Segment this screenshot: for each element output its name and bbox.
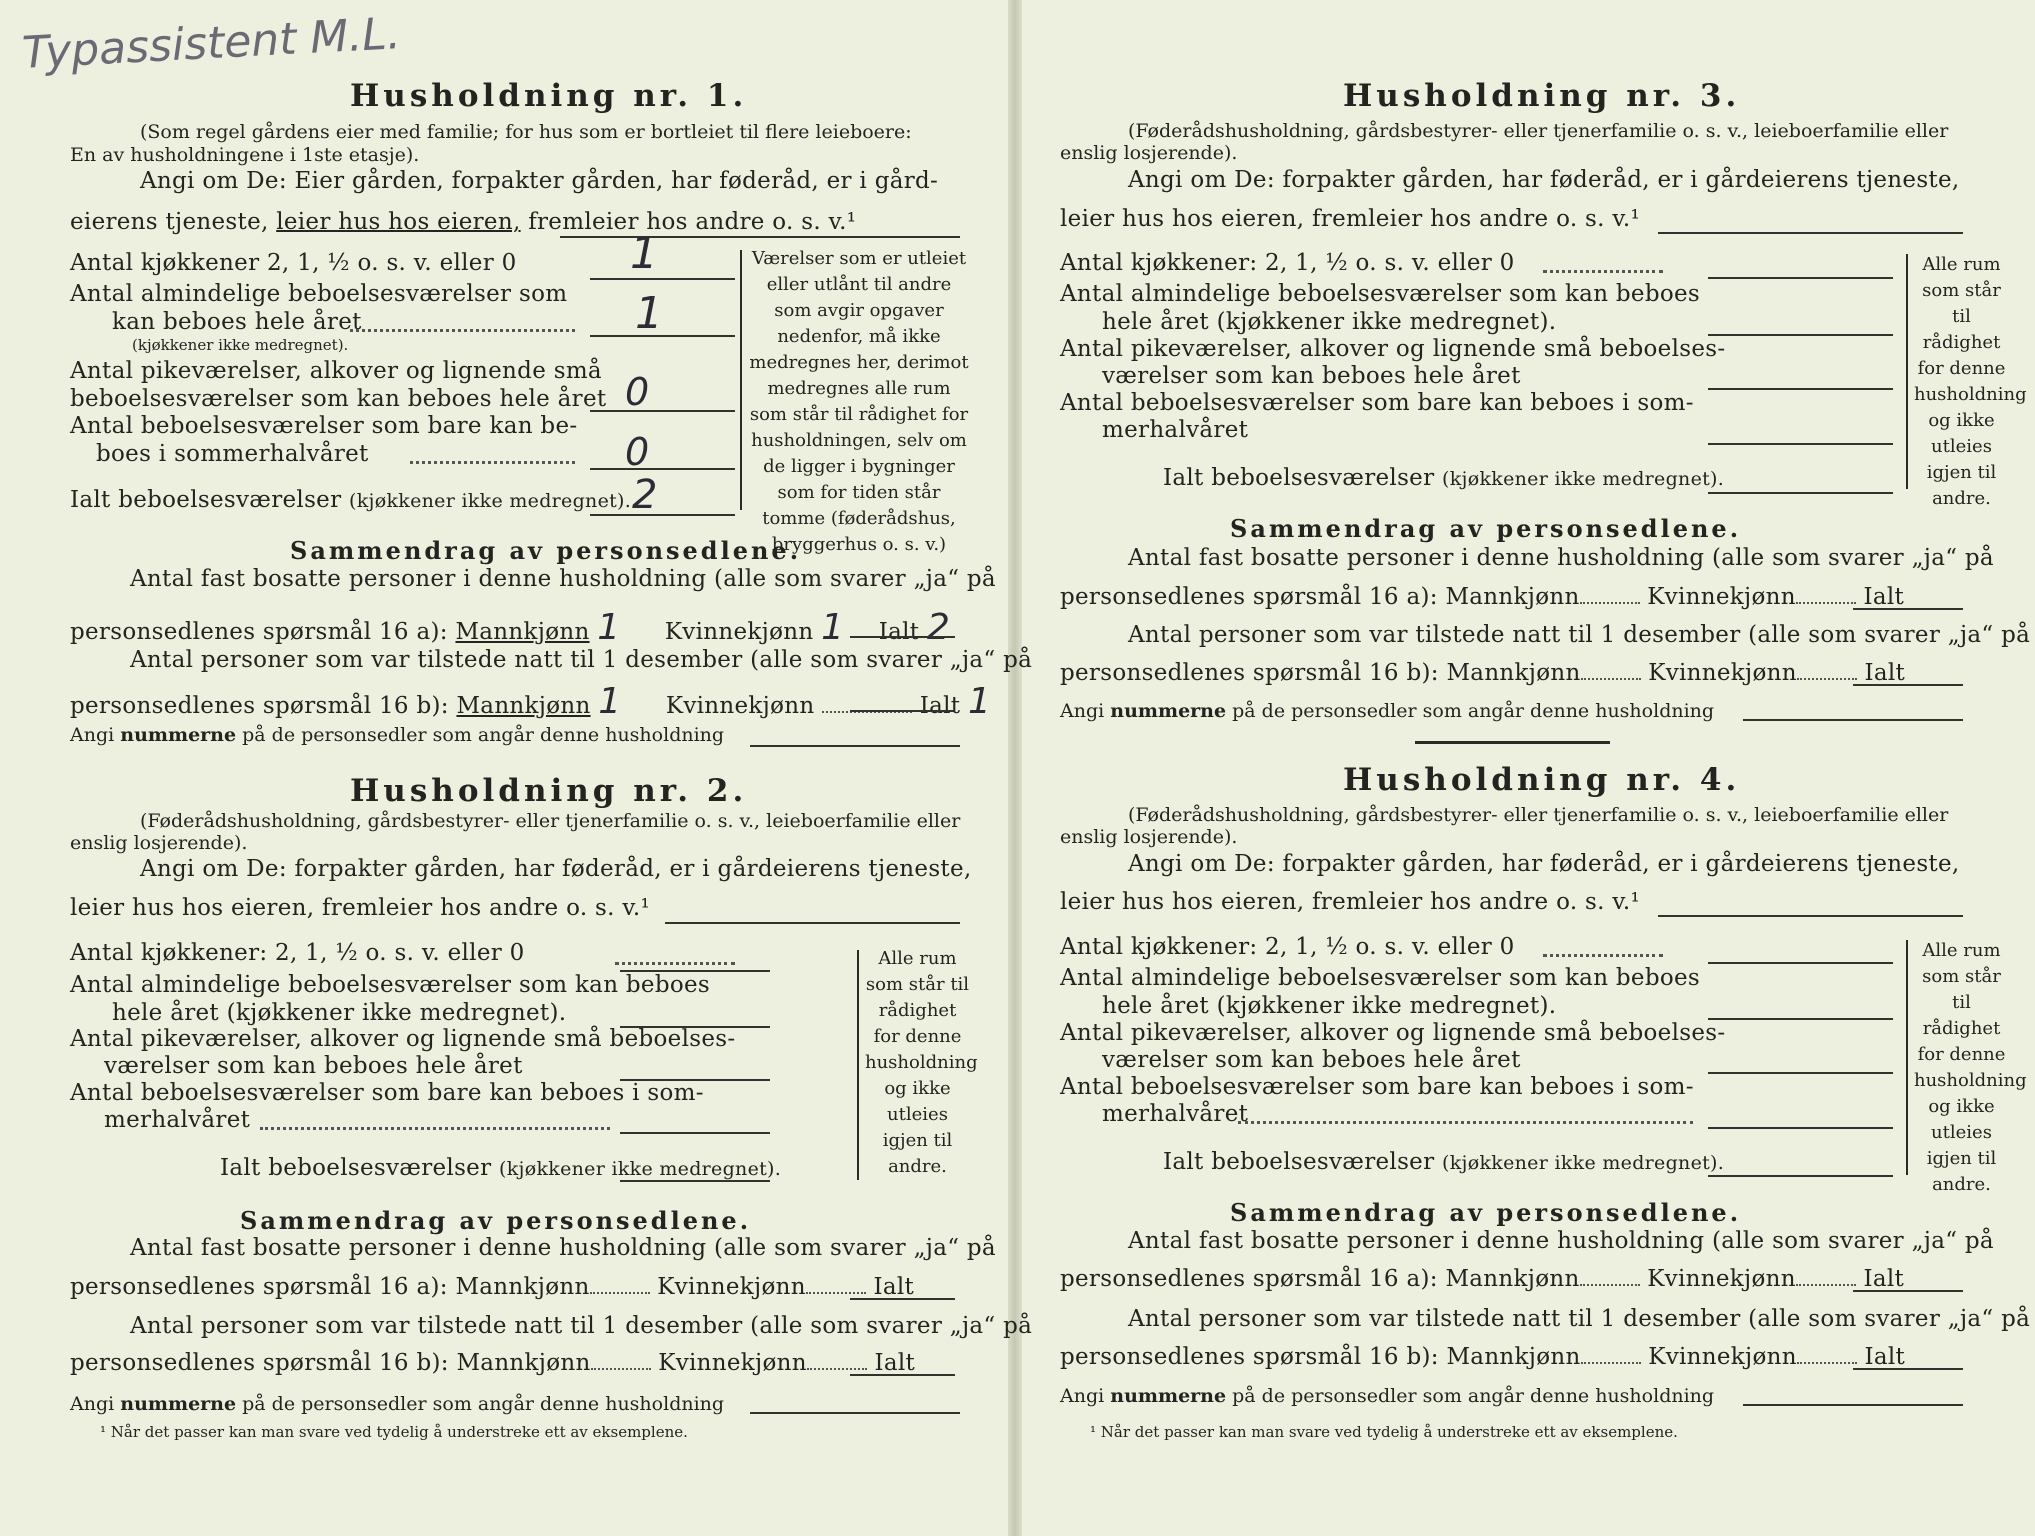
h1-resident-answer [70, 607, 950, 648]
h1-resident-question: Antal fast bosatte personer i denne husholdning (alle som svarer „ja“ på [130, 566, 996, 592]
h1-summary-title: Sammendrag av personsedlene. [290, 536, 802, 565]
household-4-title: Husholdning nr. 4. [1343, 762, 1741, 798]
male-label: Mannkjønn [456, 1350, 591, 1376]
q-16b: personsedlenes spørsmål 16 b): [1060, 660, 1439, 686]
h2-numbers-label [70, 1393, 724, 1415]
h4-total-rooms [1163, 1149, 1724, 1175]
h1-summer-rooms-label: Antal beboelsesværelser som bare kan be- [70, 413, 578, 439]
household-2-angi-question: Angi om De: forpakter gården, har føderåd, er i gårdeierens tjeneste, [140, 856, 972, 882]
angi-underlined-answer: leier hus hos eieren, [276, 209, 521, 235]
h1-kitchens-label: Antal kjøkkener 2, 1, ½ o. s. v. eller 0 [70, 250, 517, 276]
female-blank [806, 1292, 866, 1294]
h3-summer-line [1708, 443, 1893, 445]
resident-female-value: 1 [821, 607, 845, 648]
h1-brace [740, 250, 742, 510]
h3-rooms-label-2: hele året (kjøkkener ikke medregnet). [1102, 309, 1557, 335]
household-3-note: (Føderådshusholdning, gårdsbestyrer- eller tjenerfamilie o. s. v., leieboerfamilie eller [1128, 120, 1949, 142]
h2-summary-title: Sammendrag av personsedlene. [240, 1206, 752, 1235]
h4-kitchens-dots [1543, 954, 1663, 957]
male-blank [1581, 1362, 1641, 1364]
household-1-title: Husholdning nr. 1. [350, 78, 748, 114]
household-3-angi-options: leier hus hos eieren, fremleier hos andre o. s. v.¹ [1060, 206, 1641, 232]
h1-resident-total-line [850, 636, 955, 638]
total-label: Ialt [1863, 584, 1905, 610]
h3-total-line [1708, 492, 1893, 494]
h1-rooms-note: (kjøkkener ikke medregnet). [132, 336, 349, 354]
h3-resident-total-line [1853, 608, 1963, 610]
h3-present-answer [1060, 660, 1905, 686]
h3-kitchens-label: Antal kjøkkener: 2, 1, ½ o. s. v. eller 0 [1060, 250, 1515, 276]
h4-rooms-label: Antal almindelige beboelsesværelser som kan beboes [1060, 965, 1701, 991]
h3-numbers-line [1743, 719, 1963, 721]
numbers-text-c: på de personsedler som angår denne husholdning [1226, 1385, 1715, 1407]
female-label: Kvinnekjønn [1647, 584, 1796, 610]
h2-angi-line [665, 922, 960, 924]
female-blank [1797, 1362, 1857, 1364]
female-blank [1796, 602, 1856, 604]
male-blank [1580, 602, 1640, 604]
male-blank [590, 1292, 650, 1294]
h1-small-rooms-label: Antal pikeværelser, alkover og lignende små [70, 358, 602, 384]
h1-kitchens-line [590, 278, 735, 280]
resident-total-value: 2 [926, 607, 951, 648]
footnote-right: ¹ Når det passer kan man svare ved tydelig å understreke ett av eksemplene. [1090, 1423, 1678, 1441]
h2-resident-question: Antal fast bosatte personer i denne husholdning (alle som svarer „ja“ på [130, 1235, 996, 1261]
h4-total-line [1708, 1175, 1893, 1177]
h3-small-rooms-line [1708, 388, 1893, 390]
h1-present-answer [70, 681, 991, 722]
male-label: Mannkjønn [455, 1274, 590, 1300]
total-label: Ialt [1864, 660, 1906, 686]
h2-kitchens-label: Antal kjøkkener: 2, 1, ½ o. s. v. eller 0 [70, 940, 525, 966]
household-4-note: (Føderådshusholdning, gårdsbestyrer- eller tjenerfamilie o. s. v., leieboerfamilie eller [1128, 804, 1949, 826]
h2-summer-rooms-label: Antal beboelsesværelser som bare kan beboes i som- [70, 1080, 704, 1106]
h1-total-line [590, 514, 735, 516]
h3-kitchens-line [1708, 277, 1893, 279]
total-label: Ialt [878, 619, 920, 645]
h2-present-answer [70, 1350, 915, 1376]
h1-rooms-label-2: kan beboes hele året [112, 309, 362, 335]
h1-small-rooms-value: 0 [625, 370, 650, 414]
total-note: (kjøkkener ikke medregnet). [1442, 1152, 1725, 1174]
total-label: Ialt [1864, 1344, 1906, 1370]
h4-small-rooms-line [1708, 1072, 1893, 1074]
household-2-angi-options: leier hus hos eieren, fremleier hos andre o. s. v.¹ [70, 895, 651, 921]
numbers-bold: nummerne [120, 724, 237, 746]
h2-brace [857, 950, 859, 1180]
female-label: Kvinnekjønn [1648, 660, 1797, 686]
q-16b: personsedlenes spørsmål 16 b): [70, 693, 449, 719]
h4-rooms-line [1708, 1018, 1893, 1020]
female-label: Kvinnekjønn [664, 619, 814, 645]
h1-present-total-line [850, 710, 955, 712]
h2-numbers-line [750, 1412, 960, 1414]
numbers-bold: nummerne [120, 1393, 237, 1415]
numbers-text-c: på de personsedler som angår denne husholdning [236, 724, 725, 746]
household-2-title: Husholdning nr. 2. [350, 773, 748, 809]
h1-rooms-value: 1 [635, 288, 663, 339]
numbers-text-c: på de personsedler som angår denne husholdning [1226, 700, 1715, 722]
h3-brace [1906, 254, 1908, 489]
household-1-note: (Som regel gårdens eier med familie; for hus som er bortleiet til flere leieboere: [140, 121, 912, 143]
total-note: (kjøkkener ikke medregnet). [499, 1158, 782, 1180]
h3-total-rooms [1163, 465, 1724, 491]
h4-numbers-label [1060, 1385, 1714, 1407]
footnote: ¹ Når det passer kan man svare ved tydelig å understreke ett av eksemplene. [100, 1423, 688, 1441]
h2-present-question: Antal personer som var tilstede natt til 1 desember (alle som svarer „ja“ på [130, 1313, 1033, 1339]
h1-total-rooms [70, 487, 631, 513]
h4-summary-title: Sammendrag av personsedlene. [1230, 1198, 1742, 1227]
h4-small-rooms-label: Antal pikeværelser, alkover og lignende små beboelses- [1060, 1020, 1726, 1046]
total-label: Ialt beboelsesværelser [1163, 1149, 1435, 1175]
h1-numbers-line [750, 745, 960, 747]
h1-numbers-label [70, 724, 724, 746]
present-total-value: 1 [967, 681, 992, 722]
h1-rooms-dots [350, 329, 575, 332]
numbers-text-a: Angi [70, 1393, 121, 1415]
h3-present-question: Antal personer som var tilstede natt til 1 desember (alle som svarer „ja“ på [1128, 622, 2031, 648]
h1-present-question: Antal personer som var tilstede natt til 1 desember (alle som svarer „ja“ på [130, 647, 1033, 673]
h4-present-answer [1060, 1344, 1905, 1370]
h1-rooms-label: Antal almindelige beboelsesværelser som [70, 281, 568, 307]
male-blank [1580, 1284, 1640, 1286]
h3-summer-rooms-label-2: merhalvåret [1102, 417, 1249, 443]
h3-summer-rooms-label: Antal beboelsesværelser som bare kan beboes i som- [1060, 390, 1694, 416]
male-label: Mannkjønn [455, 619, 590, 645]
h3-summary-title: Sammendrag av personsedlene. [1230, 514, 1742, 543]
h4-brace [1906, 940, 1908, 1175]
female-blank [807, 1368, 867, 1370]
total-label: Ialt [919, 693, 961, 719]
h1-summer-rooms-value: 0 [625, 430, 650, 474]
h1-total-rooms-value: 2 [632, 472, 658, 518]
h1-side-note: Værelser som er utleiet eller utlånt til andre som avgir opgaver nedenfor, må ikke medregnes her, derimot medregnes alle rum som står til rådighet for husholdningen, selv om de ligger i bygninger som for tiden står tomme (føderådshus, bryggerhus o. s. v.) [749, 248, 969, 555]
numbers-text-a: Angi [1060, 700, 1111, 722]
numbers-text-a: Angi [1060, 1385, 1111, 1407]
male-label: Mannkjønn [1445, 1266, 1580, 1292]
h2-rooms-label-2: hele året (kjøkkener ikke medregnet). [112, 1000, 567, 1026]
handwritten-note: Typassistent M.L. [20, 8, 402, 79]
household-2-note-2: enslig losjerende). [70, 832, 248, 854]
total-label: Ialt [1863, 1266, 1905, 1292]
h2-resident-answer [70, 1274, 914, 1300]
h3-resident-answer [1060, 584, 1904, 610]
h2-small-rooms-label: Antal pikeværelser, alkover og lignende små beboelses- [70, 1026, 736, 1052]
h4-present-total-line [1853, 1368, 1963, 1370]
q-16b: personsedlenes spørsmål 16 b): [70, 1350, 449, 1376]
male-label: Mannkjønn [1445, 584, 1580, 610]
h3-rooms-label: Antal almindelige beboelsesværelser som kan beboes [1060, 281, 1701, 307]
household-1-angi-line [560, 236, 960, 238]
h2-summer-dots [260, 1127, 610, 1130]
angi-text-c: fremleier hos andre o. s. v.¹ [520, 209, 857, 235]
h1-kitchens-value: 1 [630, 228, 658, 279]
h4-side-note: Alle rum som står til rådighet for denne husholdning og ikke utleies igjen til andre. [1914, 940, 2027, 1195]
total-label: Ialt [874, 1350, 916, 1376]
section-separator [1415, 741, 1610, 744]
total-note: (kjøkkener ikke medregnet). [1442, 468, 1725, 490]
h2-summer-line [620, 1132, 770, 1134]
female-label: Kvinnekjønn [665, 693, 815, 719]
h3-side-note: Alle rum som står til rådighet for denne husholdning og ikke utleies igjen til andre. [1914, 254, 2027, 509]
q-16b: personsedlenes spørsmål 16 b): [1060, 1344, 1439, 1370]
h3-present-total-line [1853, 684, 1963, 686]
h4-kitchens-label: Antal kjøkkener: 2, 1, ½ o. s. v. eller 0 [1060, 934, 1515, 960]
total-label: Ialt [873, 1274, 915, 1300]
h4-kitchens-line [1708, 962, 1893, 964]
h3-numbers-label [1060, 700, 1714, 722]
male-label: Mannkjønn [456, 693, 591, 719]
h4-angi-line [1658, 915, 1963, 917]
female-label: Kvinnekjønn [1648, 1344, 1797, 1370]
male-label: Mannkjønn [1446, 660, 1581, 686]
h1-small-rooms-label-2: beboelsesværelser som kan beboes hele året [70, 386, 607, 412]
h2-resident-total-line [850, 1298, 955, 1300]
household-3-note-2: enslig losjerende). [1060, 142, 1238, 164]
male-blank [591, 1368, 651, 1370]
household-3-angi-question: Angi om De: forpakter gården, har føderåd, er i gårdeierens tjeneste, [1128, 167, 1960, 193]
h2-total-rooms [220, 1155, 781, 1181]
household-1-angi-options [70, 209, 856, 235]
total-label: Ialt beboelsesværelser [70, 487, 342, 513]
h4-rooms-label-2: hele året (kjøkkener ikke medregnet). [1102, 993, 1557, 1019]
h2-present-total-line [850, 1374, 955, 1376]
h4-summer-line [1708, 1127, 1893, 1129]
h3-angi-line [1658, 232, 1963, 234]
q-16a: personsedlenes spørsmål 16 a): [70, 1274, 448, 1300]
household-4-angi-options: leier hus hos eieren, fremleier hos andre o. s. v.¹ [1060, 889, 1641, 915]
household-3-title: Husholdning nr. 3. [1343, 78, 1741, 114]
h1-summer-dots [410, 461, 575, 464]
numbers-bold: nummerne [1110, 1385, 1227, 1407]
total-label: Ialt beboelsesværelser [220, 1155, 492, 1181]
household-2-note: (Føderådshusholdning, gårdsbestyrer- eller tjenerfamilie o. s. v., leieboerfamilie eller [140, 810, 961, 832]
h3-kitchens-dots [1543, 270, 1663, 273]
h2-summer-rooms-label-2: merhalvåret [104, 1107, 251, 1133]
numbers-text-c: på de personsedler som angår denne husholdning [236, 1393, 725, 1415]
angi-text-a: eierens tjeneste, [70, 209, 277, 235]
resident-male-value: 1 [597, 607, 621, 648]
female-blank [1796, 1284, 1856, 1286]
q-16a: personsedlenes spørsmål 16 a): [1060, 584, 1438, 610]
female-label: Kvinnekjønn [657, 1274, 806, 1300]
h2-rooms-label: Antal almindelige beboelsesværelser som kan beboes [70, 972, 711, 998]
q-16a: personsedlenes spørsmål 16 a): [1060, 1266, 1438, 1292]
h4-summer-dots [1238, 1121, 1693, 1124]
h4-small-rooms-label-2: værelser som kan beboes hele året [1102, 1047, 1521, 1073]
numbers-text-a: Angi [70, 724, 121, 746]
h4-resident-answer [1060, 1266, 1904, 1292]
h3-rooms-line [1708, 334, 1893, 336]
h4-resident-question: Antal fast bosatte personer i denne husholdning (alle som svarer „ja“ på [1128, 1228, 1994, 1254]
h2-total-line [620, 1180, 770, 1182]
q-16a: personsedlenes spørsmål 16 a): [70, 619, 448, 645]
h1-small-rooms-line [590, 410, 735, 412]
right-page [1058, 0, 2031, 1536]
female-label: Kvinnekjønn [1647, 1266, 1796, 1292]
page-fold [1008, 0, 1022, 1536]
h1-summer-rooms-label-2: boes i sommerhalvåret [96, 441, 369, 467]
h3-small-rooms-label: Antal pikeværelser, alkover og lignende små beboelses- [1060, 336, 1726, 362]
h2-kitchens-dots [615, 962, 735, 965]
total-note: (kjøkkener ikke medregnet). [349, 490, 632, 512]
h3-resident-question: Antal fast bosatte personer i denne husholdning (alle som svarer „ja“ på [1128, 545, 1994, 571]
household-1-note-2: En av husholdningene i 1ste etasje). [70, 144, 420, 166]
total-label: Ialt beboelsesværelser [1163, 465, 1435, 491]
h1-summer-rooms-line [590, 468, 735, 470]
h4-numbers-line [1743, 1404, 1963, 1406]
h2-small-rooms-label-2: værelser som kan beboes hele året [104, 1053, 523, 1079]
h4-summer-rooms-label: Antal beboelsesværelser som bare kan beboes i som- [1060, 1074, 1694, 1100]
present-male-value: 1 [598, 681, 622, 722]
household-1-angi-question: Angi om De: Eier gården, forpakter gården, har føderåd, er i gård- [140, 168, 939, 194]
male-label: Mannkjønn [1446, 1344, 1581, 1370]
h1-rooms-line [590, 335, 735, 337]
female-label: Kvinnekjønn [658, 1350, 807, 1376]
h2-side-note: Alle rum som står til rådighet for denne husholdning og ikke utleies igjen til andre. [865, 948, 978, 1177]
h4-present-question: Antal personer som var tilstede natt til 1 desember (alle som svarer „ja“ på [1128, 1306, 2031, 1332]
left-page [60, 0, 1033, 1536]
h4-summer-rooms-label-2: merhalvåret [1102, 1101, 1249, 1127]
h3-small-rooms-label-2: værelser som kan beboes hele året [1102, 363, 1521, 389]
h4-resident-total-line [1853, 1290, 1963, 1292]
household-4-angi-question: Angi om De: forpakter gården, har føderåd, er i gårdeierens tjeneste, [1128, 851, 1960, 877]
female-blank [1797, 678, 1857, 680]
male-blank [1581, 678, 1641, 680]
numbers-bold: nummerne [1110, 700, 1227, 722]
household-4-note-2: enslig losjerende). [1060, 826, 1238, 848]
